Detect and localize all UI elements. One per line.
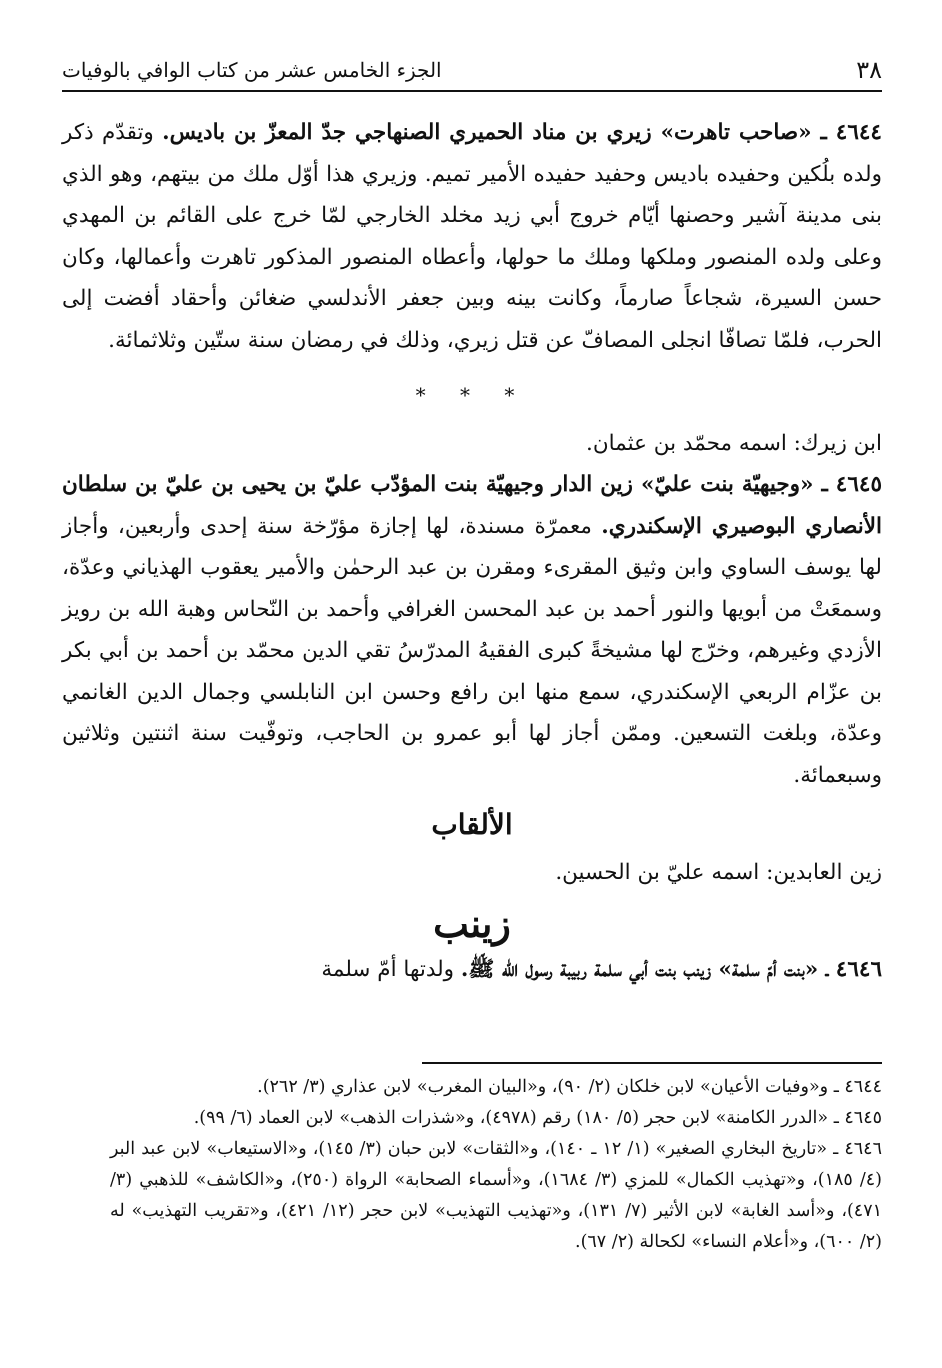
entry-4646-text: ولدتها أمّ سلمة [321,956,455,982]
footnote-4645: ٤٦٤٥ ـ «الدرر الكامنة» لابن حجر (٥/ ١٨٠) رقم (٤٩٧٨)، و«شذرات الذهب» لابن العماد (٦/ ٩٩). [193,1108,882,1128]
separator-stars: * * * [415,383,529,407]
footnote-divider [422,1062,882,1064]
cross-reference-zayn-al-abidin: زين العابدين: اسمه عليّ بن الحسين. [555,859,882,885]
entry-4644 [62,112,882,361]
footnotes [110,1072,882,1258]
page-body [62,112,882,990]
running-title: الجزء الخامس عشر من كتاب الوافي بالوفيات [62,58,442,82]
footnote-4644: ٤٦٤٤ ـ و«وفيات الأعيان» لابن خلكان (٢/ ٩٠)، و«البيان المغرب» لابن عذاري (٣/ ٢٦٢). [257,1077,882,1097]
entry-4645-text: معمرّة مسندة، لها إجازة مؤرّخة سنة إحدى وأربعين، وأجاز لها يوسف الساوي وابن وثيق المقرىء ومقرن بن عبد الرحمٰن والأمير يعقوب الهذياني وعدّة، وسمعَتْ من أبويها والنور أحمد بن عبد المحسن الغرافي وأحمد بن النّحاس وهبة الله بن رويز الأزدي وغيرهم، وخرّج لها مشيخةً كبرى الفقيهُ المدرّسُ تقي الدين محمّد بن أحمد بن أبي بكر بن عزّام الربعي الإسكندري، سمع منها ابن رافع وحسن ابن النابلسي وجمال الدين الغانمي وعدّة، وبلغت التسعين. وممّن أجاز لها أبو عمرو بن الحاجب، وتوفّيت سنة اثنتين وثلاثين وسبعمائة. [62,513,882,788]
running-header [62,50,882,92]
section-title-alqab: الألقاب [431,808,513,841]
cross-reference-ibn-zirak: ابن زيرك: اسمه محمّد بن عثمان. [585,430,882,456]
entry-4645 [62,464,882,796]
entry-4645-heading: ٤٦٤٥ ـ «وجيهيّة بنت عليّ» زين الدار وجيهيّة بنت المؤدّب عليّ بن يحيى بن عليّ بن سلطان الأنصاري البوصيري الإسكندري. [62,472,882,539]
entry-4644-heading: ٤٦٤٤ ـ «صاحب تاهرت» زيري بن مناد الحميري الصنهاجي جدّ المعزّ بن باديس. [162,120,882,145]
footnote-4646: ٤٦٤٦ ـ «تاريخ البخاري الصغير» (١/ ١٢ ـ ١٤٠)، و«الثقات» لابن حبان (٣/ ١٤٥)، و«الاستيعاب» لابن عبد البر (٤/ ١٨٥)، و«تهذيب الكمال» للمزي (٣/ ١٦٨٤)، و«أسماء الصحابة» الرواة (٢٥٠)، و«الكاشف» للذهبي (٣/ ٤٧١)، و«أسد الغابة» لابن الأثير (٧/ ١٣١)، و«تهذيب التهذيب» لابن حجر (١٢/ ٤٢١)، و«تقريب التهذيب» له (٢/ ٦٠٠)، و«أعلام النساء» لكحالة (٢/ ٦٧). [110,1139,882,1252]
entry-4644-text: وتقدّم ذكر ولده بلُكين وحفيده باديس وحفيد حفيده الأمير تميم. وزيري هذا أوّل ملك من بيتهم، وهو الذي بنى مدينة آشير وحصنها أيّام خروج أبي زيد مخلد الخارجي لمّا خرج على القائم بن المهدي وعلى ولده المنصور وملكها وملك ما حولها، وأعطاه المنصور المذكور تاهرت وأعمالها، وكان حسن السيرة، شجاعاً صارماً، وكانت بينه وبين جعفر الأندلسي ضغائن وأحقاد أفضت إلى الحرب، فلمّا تصافّا انجلى المصافّ عن قتل زيري، وذلك في رمضان سنة ستّين وثلاثمائة. [62,120,882,353]
page-number: ٣٨ [856,56,882,84]
section-title-zaynab: زينب [433,901,511,946]
entry-4646-heading: ٤٦٤٦ ـ «بنت أمّ سلمة» زينب بنت أبي سلمة ربيبة رسول الله ﷺ. [460,956,882,982]
entry-4646 [62,949,882,991]
